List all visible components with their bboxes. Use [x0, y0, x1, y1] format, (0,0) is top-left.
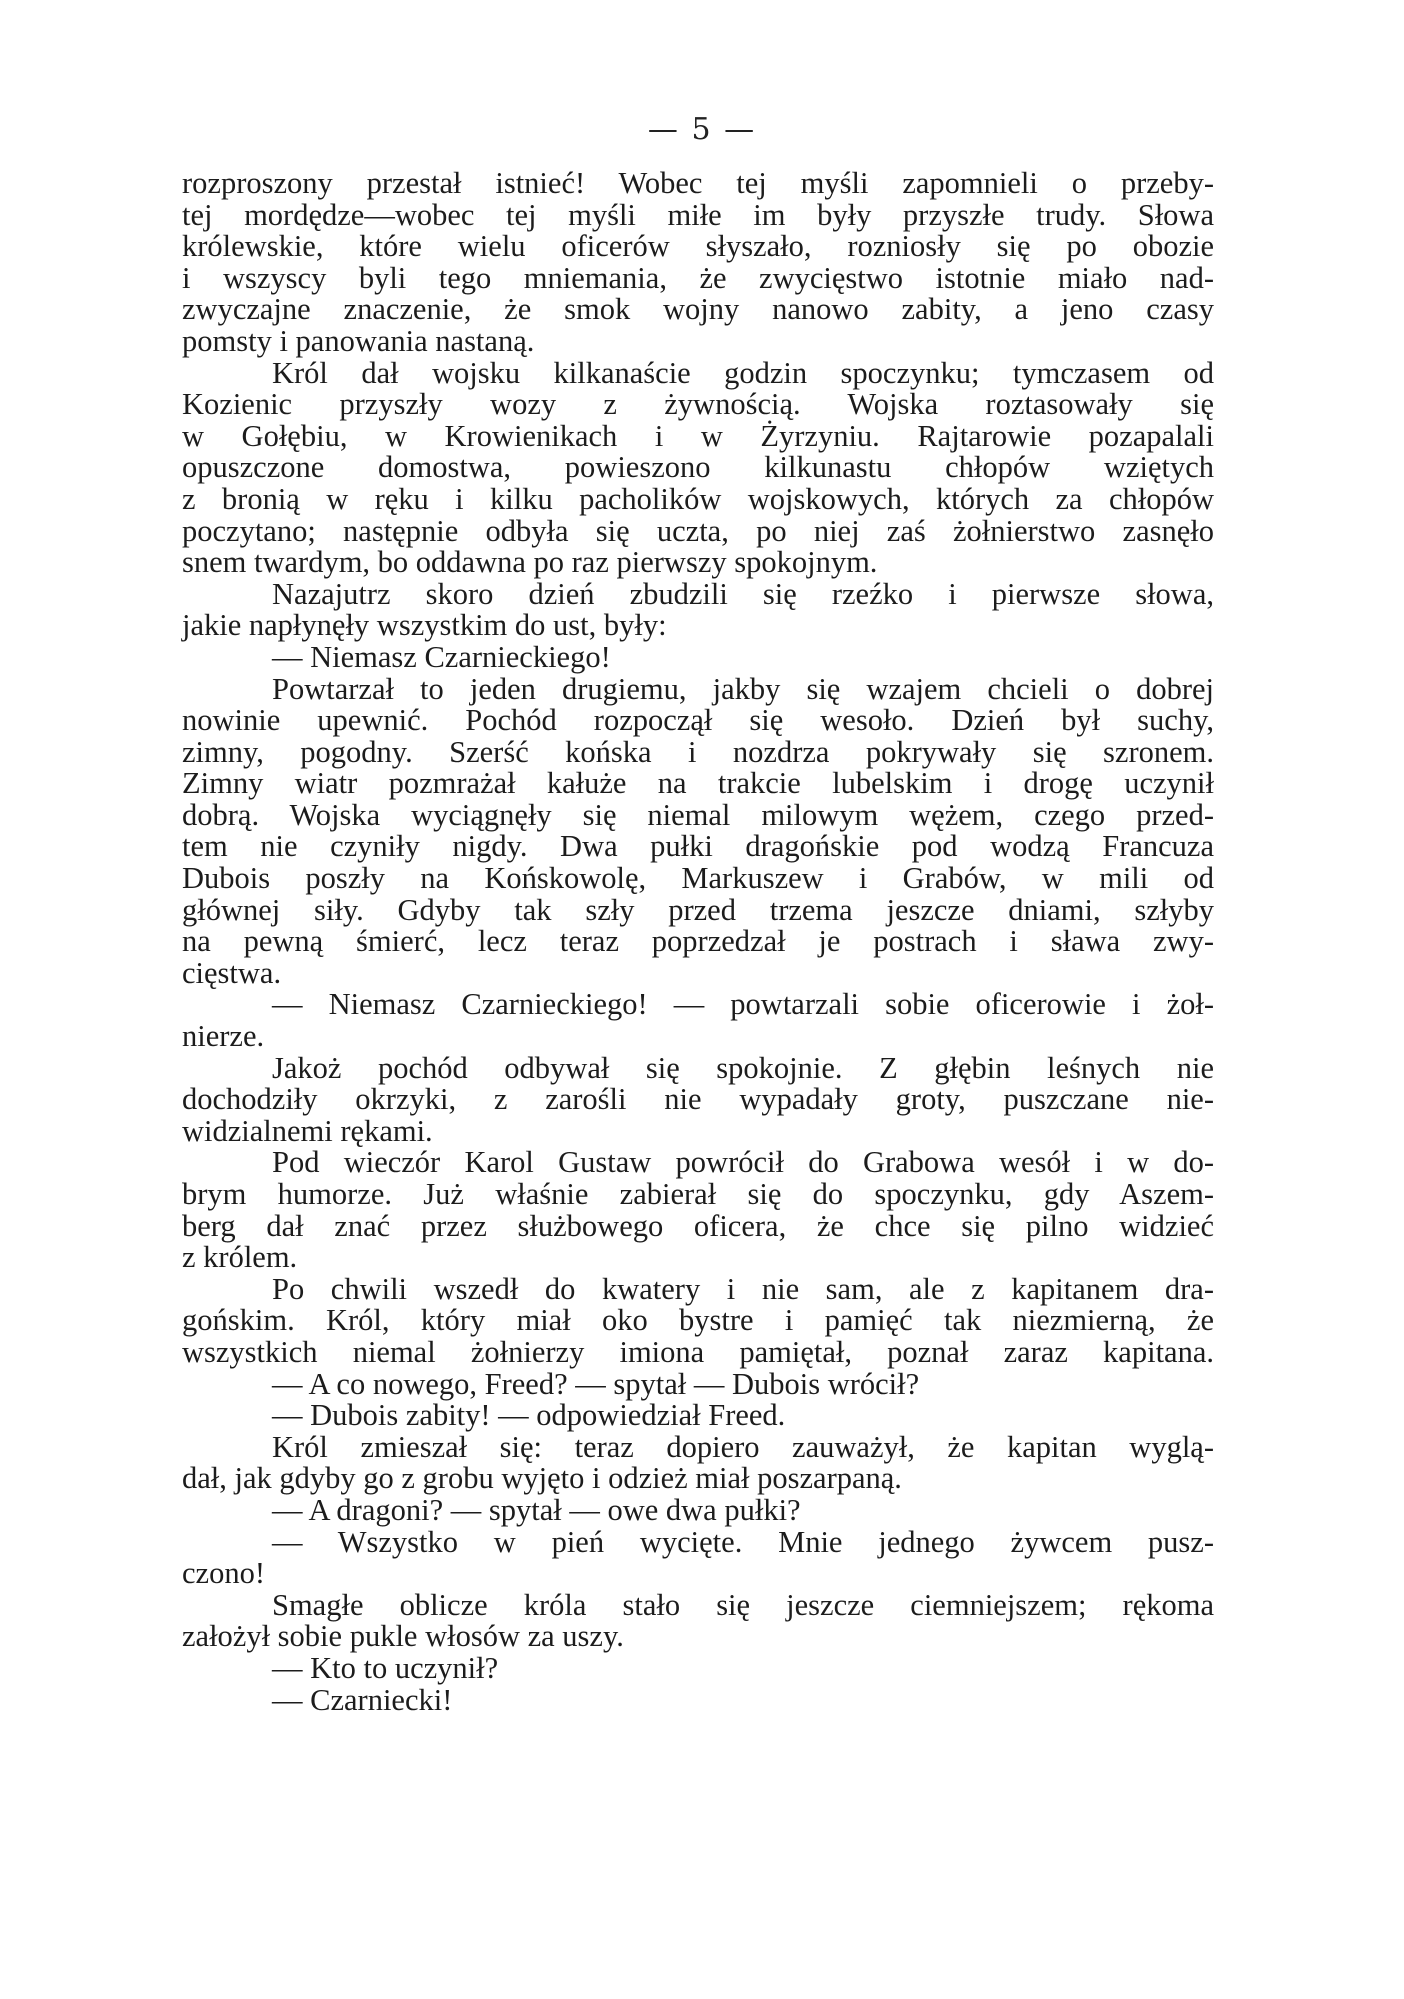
text-line: Nazajutrz skoro dzień zbudzili się rzeźko i pierwsze słowa,: [272, 576, 1214, 611]
page-body-text: [182, 168, 1214, 1716]
text-line: opuszczone domostwa, powieszono kilkunastu chłopów wziętych: [182, 450, 1214, 485]
text-line: dobrą. Wojska wyciągnęły się niemal milowym wężem, czego przed-: [182, 797, 1214, 832]
text-line: Pod wieczór Karol Gustaw powrócił do Grabowa wesół i w do-: [272, 1145, 1214, 1180]
text-line: — Niemasz Czarnieckiego!: [272, 639, 611, 674]
text-line: — Niemasz Czarnieckiego! — powtarzali sobie oficerowie i żoł-: [272, 987, 1214, 1022]
text-line: — Czarniecki!: [272, 1682, 453, 1717]
text-line: rozproszony przestał istnieć! Wobec tej myśli zapomnieli o przeby-: [182, 166, 1214, 200]
text-line: na pewną śmierć, lecz teraz poprzedzał je postrach i sława zwy-: [182, 924, 1214, 959]
text-line: tem nie czyniły nigdy. Dwa pułki dragońskie pod wodzą Francuza: [182, 829, 1214, 864]
text-line: głównej siły. Gdyby tak szły przed trzema jeszcze dniami, szłyby: [182, 892, 1214, 927]
text-line: — A dragoni? — spytał — owe dwa pułki?: [272, 1492, 801, 1527]
text-line: Po chwili wszedł do kwatery i nie sam, ale z kapitanem dra-: [272, 1271, 1214, 1306]
text-line: zimny, pogodny. Szerść końska i nozdrza pokrywały się szronem.: [182, 734, 1214, 769]
text-line: Dubois poszły na Końskowolę, Markuszew i Grabów, w mili od: [182, 861, 1214, 896]
text-line: z bronią w ręku i kilku pacholików wojskowych, których za chłopów: [182, 481, 1214, 516]
text-line: nierze.: [182, 1019, 265, 1054]
text-line: w Gołębiu, w Krowienikach i w Żyrzyniu. Rajtarowie pozapalali: [182, 418, 1214, 453]
text-line: — A co nowego, Freed? — spytał — Dubois wrócił?: [272, 1366, 920, 1401]
text-line: z królem.: [182, 1240, 298, 1275]
text-line: założył sobie pukle włosów za uszy.: [182, 1619, 624, 1654]
text-line: snem twardym, bo oddawna po raz pierwszy spokojnym.: [182, 545, 878, 580]
text-line: Król zmieszał się: teraz dopiero zauważył, że kapitan wyglą-: [272, 1429, 1214, 1464]
text-line: widzialnemi rękami.: [182, 1113, 433, 1148]
text-line: wszystkich niemal żołnierzy imiona pamiętał, poznał zaraz kapitana.: [182, 1334, 1214, 1369]
text-line: Smagłe oblicze króla stało się jeszcze ciemniejszem; rękoma: [272, 1587, 1214, 1622]
text-line: królewskie, które wielu oficerów słyszało, rozniosły się po obozie: [182, 229, 1214, 264]
text-line: nowinie upewnić. Pochód rozpoczął się wesoło. Dzień był suchy,: [182, 703, 1214, 738]
text-line: i wszyscy byli tego mniemania, że zwycięstwo istotnie miało nad-: [182, 260, 1214, 295]
text-line: czono!: [182, 1556, 265, 1591]
text-line: berg dał znać przez służbowego oficera, że chce się pilno widzieć: [182, 1208, 1214, 1243]
text-line: dochodziły okrzyki, z zarośli nie wypadały groty, puszczane nie-: [182, 1082, 1214, 1117]
text-line: pomsty i panowania nastaną.: [182, 323, 535, 358]
page-number: — 5 —: [647, 112, 757, 147]
text-line: gońskim. Król, który miał oko bystre i pamięć tak niezmierną, że: [182, 1303, 1214, 1338]
text-line: — Dubois zabity! — odpowiedział Freed.: [272, 1398, 786, 1433]
text-line: Powtarzał to jeden drugiemu, jakby się wzajem chcieli o dobrej: [272, 671, 1214, 706]
text-line: tej mordędze—wobec tej myśli miłe im były przyszłe trudy. Słowa: [182, 197, 1214, 232]
text-line: — Kto to uczynił?: [272, 1650, 499, 1685]
text-line: cięstwa.: [182, 955, 282, 990]
text-line: Jakoż pochód odbywał się spokojnie. Z głębin leśnych nie: [272, 1050, 1214, 1085]
text-line: Kozienic przyszły wozy z żywnością. Wojska roztasowały się: [182, 387, 1214, 422]
text-line: poczytano; następnie odbyła się uczta, po niej zaś żołnierstwo zasnęło: [182, 513, 1214, 548]
text-line: Zimny wiatr pozmrażał kałuże na trakcie lubelskim i drogę uczynił: [182, 766, 1214, 801]
text-line: jakie napłynęły wszystkim do ust, były:: [182, 608, 667, 643]
text-line: brym humorze. Już właśnie zabierał się do spoczynku, gdy Aszem-: [182, 1177, 1214, 1211]
text-line: dał, jak gdyby go z grobu wyjęto i odzież miał poszarpaną.: [182, 1461, 902, 1496]
text-line: — Wszystko w pień wycięte. Mnie jednego żywcem pusz-: [272, 1524, 1214, 1559]
text-line: zwyczajne znaczenie, że smok wojny nanowo zabity, a jeno czasy: [182, 292, 1214, 327]
text-line: Król dał wojsku kilkanaście godzin spoczynku; tymczasem od: [272, 355, 1214, 390]
